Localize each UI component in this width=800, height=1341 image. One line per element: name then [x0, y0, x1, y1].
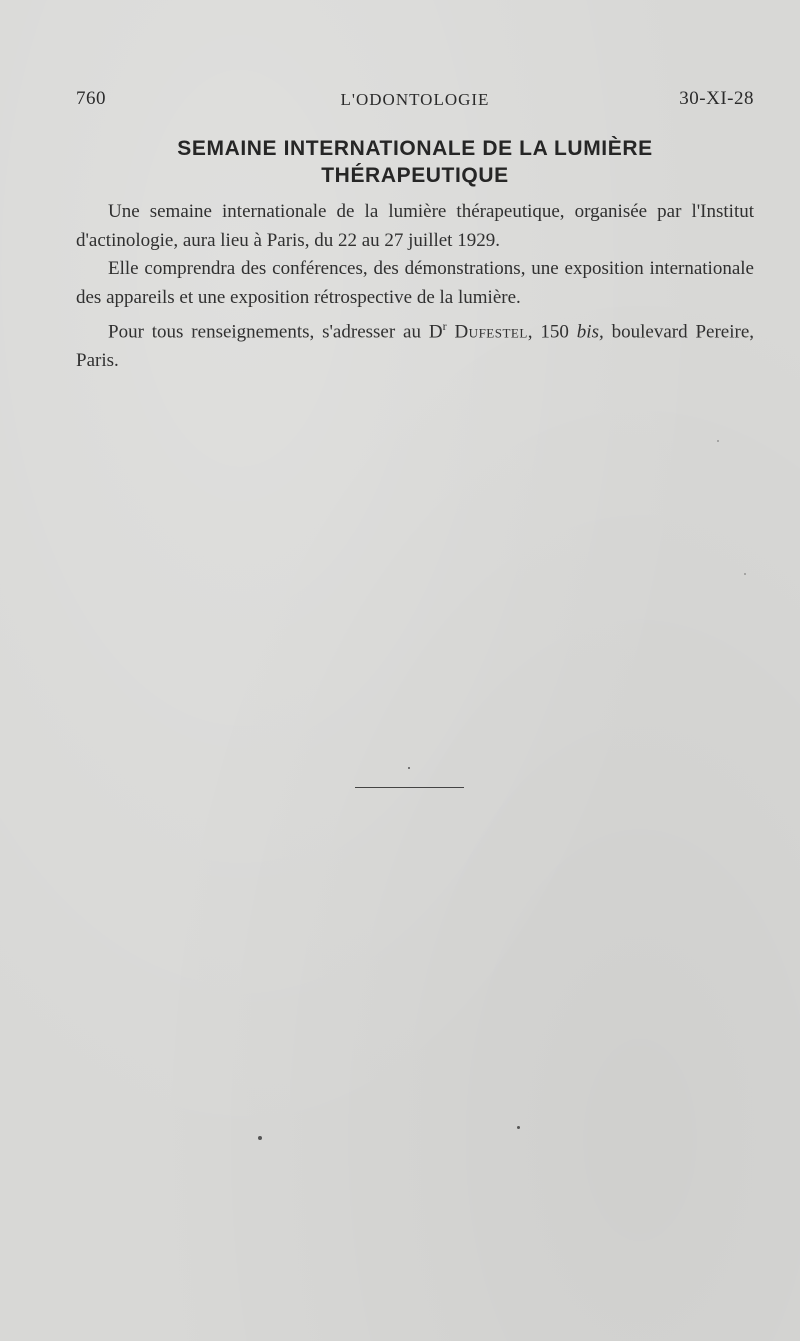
contact-bis: bis, — [576, 321, 604, 343]
section-divider — [355, 787, 464, 788]
running-header — [76, 88, 754, 116]
article-body — [76, 198, 754, 375]
scan-speck — [744, 573, 746, 575]
scan-speck — [517, 1126, 520, 1129]
contact-address: boulevard Pereire, Paris. — [76, 321, 754, 371]
article-title — [76, 135, 754, 189]
scan-speck — [408, 767, 410, 769]
scan-speck — [717, 440, 719, 442]
page-number: 760 — [76, 88, 106, 109]
scan-speck — [258, 1136, 262, 1140]
article-title-line-1: SEMAINE INTERNATIONALE DE LA LUMIÈRE — [177, 137, 653, 160]
contact-name: Dufestel — [454, 321, 528, 343]
issue-date: 30-XI-28 — [679, 88, 754, 109]
contact-intro: Pour tous renseignements, s'adresser au D — [108, 321, 443, 343]
journal-title: L'ODONTOLOGIE — [340, 90, 490, 109]
article-title-line-2: THÉRAPEUTIQUE — [321, 164, 509, 187]
paragraph-program: Elle comprendra des conférences, des démonstrations, une exposition internationale des appareils et une exposition rétrospective de la lumière. — [76, 258, 754, 308]
contact-number: , 150 — [527, 321, 577, 343]
paragraph-contact — [76, 312, 754, 375]
doctor-abbrev-superscript: r — [442, 319, 447, 333]
paragraph-announcement: Une semaine internationale de la lumière thérapeutique, organisée par l'Institut d'actinologie, aura lieu à Paris, du 22 au 27 juillet 1929. — [76, 201, 754, 251]
